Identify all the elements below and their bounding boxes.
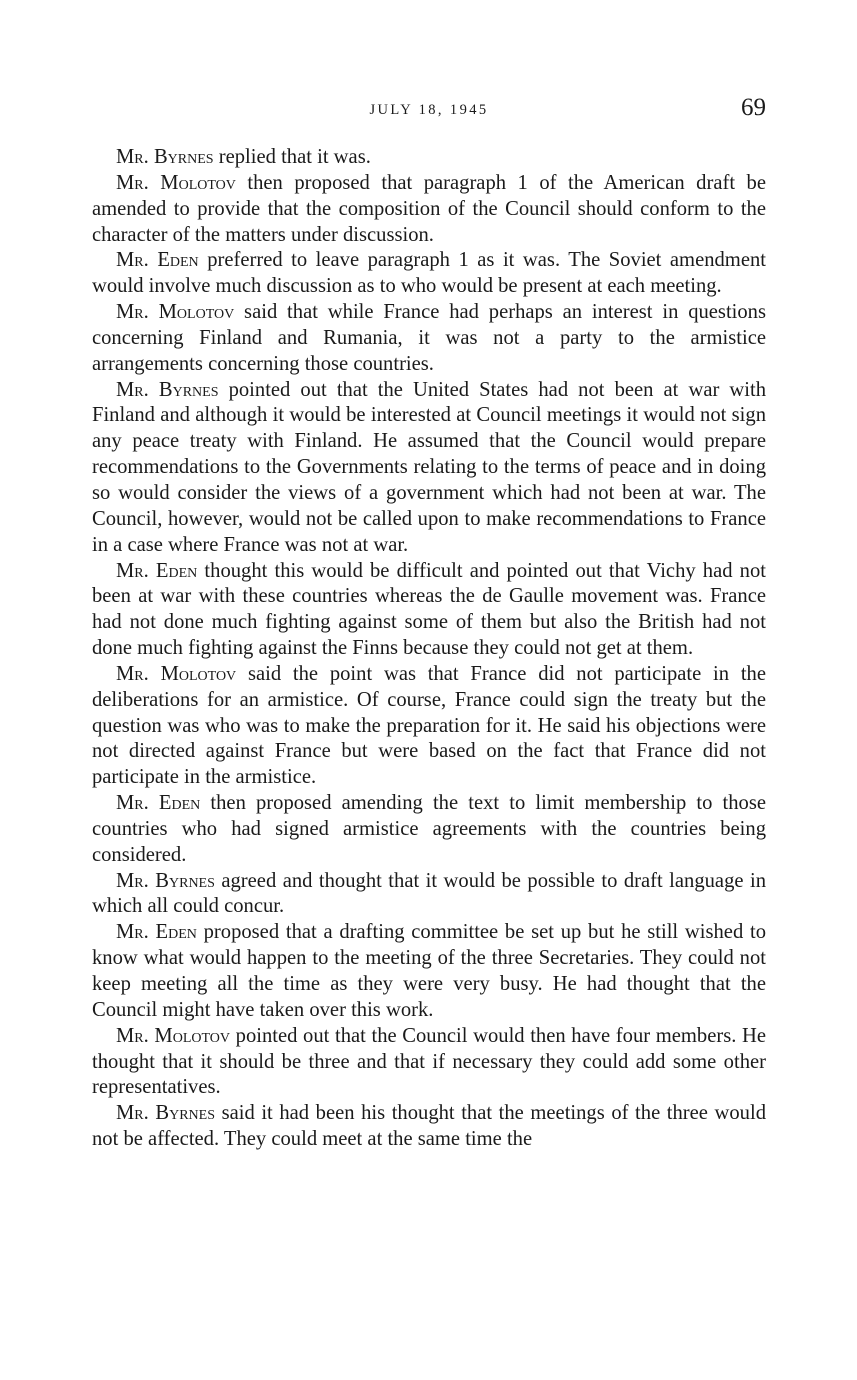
paragraph — [92, 920, 766, 1023]
running-head: JULY 18, 1945 — [369, 102, 489, 118]
paragraph — [92, 559, 766, 662]
page-header — [92, 94, 766, 128]
paragraph — [92, 171, 766, 249]
paragraph — [92, 1101, 766, 1153]
paragraph — [92, 869, 766, 921]
speaker-name: Mr. Eden — [116, 249, 199, 272]
paragraph-text: said it had been his thought that the meetings of the three would not be affected. They could meet at the same time the — [92, 1102, 766, 1151]
paragraph-text: proposed that a drafting committee be set up but he still wished to know what would happen to the meeting of the three Secretaries. They could not keep meeting all the time as they were very busy. He had thought that the Council might have taken over this work. — [92, 921, 766, 1021]
speaker-name: Mr. Eden — [116, 559, 198, 582]
paragraph-text: agreed and thought that it would be possible to draft language in which all could concur. — [92, 869, 766, 918]
paragraph-text: preferred to leave paragraph 1 as it was. The Soviet amendment would involve much discussion as to who would be present at each meeting. — [92, 249, 766, 298]
paragraph-text: thought this would be difficult and pointed out that Vichy had not been at war with these countries whereas the de Gaulle movement was. France had not done much fighting against some of them but also the British had not done much fighting against the Finns because they could not get at them. — [92, 559, 766, 660]
paragraph-text: said that while France had perhaps an interest in questions concerning Finland and Rumania, it was not a party to the armistice arrangements concerning those countries. — [92, 301, 766, 375]
paragraph-text: then proposed amending the text to limit membership to those countries who had signed armistice agreements with the countries being considered. — [92, 792, 766, 866]
speaker-name: Mr. Molotov — [116, 171, 236, 194]
speaker-name: Mr. Byrnes — [116, 146, 214, 168]
paragraph — [92, 145, 766, 171]
paragraph — [92, 1024, 766, 1102]
speaker-name: Mr. Byrnes — [116, 378, 219, 401]
speaker-name: Mr. Byrnes — [116, 1102, 216, 1125]
paragraph — [92, 248, 766, 300]
paragraph-text: pointed out that the Council would then have four members. He thought that it should be three and that if necessary they could add some other representatives. — [92, 1024, 766, 1099]
speaker-name: Mr. Molotov — [116, 1024, 231, 1047]
paragraph — [92, 662, 766, 791]
speaker-name: Mr. Eden — [116, 921, 197, 944]
page-number: 69 — [741, 94, 766, 121]
paragraph-text: said the point was that France did not participate in the deliberations for an armistice. Of course, France could sign the treaty but the question was who was to make the preparation for it. He said his objections were not directed against France but were based on the fact that France did not participate in the armistice. — [92, 662, 766, 789]
paragraph — [92, 378, 766, 559]
speaker-name: Mr. Molotov — [116, 662, 237, 685]
speaker-name: Mr. Molotov — [116, 301, 235, 324]
speaker-name: Mr. Byrnes — [116, 869, 215, 892]
paragraph-text: pointed out that the United States had not been at war with Finland and although it would be interested at Council meetings it would not sign any peace treaty with Finland. He assumed that the Council would prepare recommendations to the Governments relating to the terms of peace and in doing so would consider the views of a government which had not been at war. The Council, however, would not be called upon to make recommendations to France in a case where France was not at war. — [92, 378, 766, 556]
body-text — [92, 145, 766, 1153]
paragraph-text: then proposed that paragraph 1 of the American draft be amended to provide that the composition of the Council should conform to the character of the matters under discussion. — [92, 171, 766, 246]
paragraph — [92, 300, 766, 378]
paragraph-text: replied that it was. — [213, 146, 371, 168]
paragraph — [92, 791, 766, 869]
speaker-name: Mr. Eden — [116, 792, 201, 815]
